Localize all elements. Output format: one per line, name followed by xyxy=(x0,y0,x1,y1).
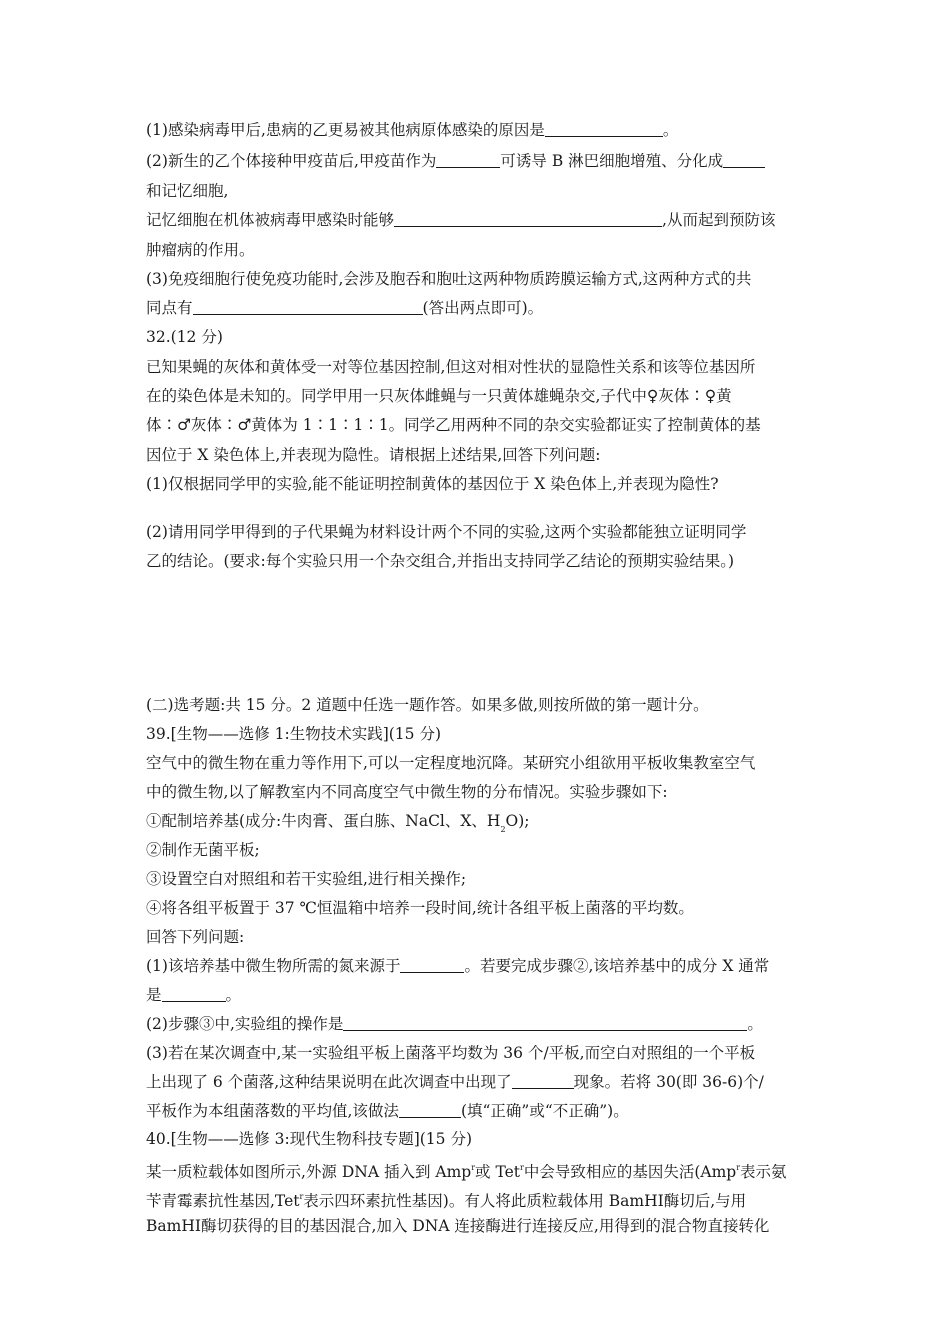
q31-part2-text2: 可诱导 B 淋巴细胞增殖、分化成 xyxy=(500,152,724,170)
q40-s2-t2: 表示四环素抗性基因)。有人将此质粒载体用 BamHⅠ酶切后,与用 xyxy=(303,1192,747,1210)
answer-blank[interactable] xyxy=(193,299,423,315)
subscript-2: 2 xyxy=(500,825,506,834)
q39-a1-text3: 是 xyxy=(146,986,162,1004)
q39-step2: ②制作无菌平板; xyxy=(146,841,260,859)
q39-a2-text2: 。 xyxy=(747,1015,763,1033)
q39-step1-end: O); xyxy=(505,812,530,830)
q39-step1 xyxy=(146,811,530,840)
q31-part1-end: 。 xyxy=(662,121,679,139)
q39-answer3-line2 xyxy=(146,1072,764,1092)
answer-blank[interactable] xyxy=(343,1015,747,1031)
q39-header: 39.[生物——选修 1:生物技术实践](15 分) xyxy=(146,725,442,743)
q31-part2-line2: 和记忆细胞, xyxy=(146,182,229,200)
answer-blank[interactable] xyxy=(394,211,662,227)
q39-a3-text2: 现象。若将 30(即 36-6)个/ xyxy=(573,1073,764,1091)
superscript-r: r xyxy=(299,1192,304,1201)
superscript-r: r xyxy=(471,1163,476,1172)
q31-part2-text3: 记忆细胞在机体被病毒甲感染时能够 xyxy=(146,211,395,229)
q39-answer3-line3 xyxy=(146,1101,629,1121)
q39-answer2 xyxy=(146,1014,763,1034)
q40-stem-line1 xyxy=(146,1158,787,1182)
q39-a1-text4: 。 xyxy=(225,986,242,1004)
superscript-r: r xyxy=(736,1163,741,1172)
answer-blank[interactable] xyxy=(545,121,663,137)
q40-s1-t3: 中会导致相应的基因失活(Amp xyxy=(523,1163,737,1181)
elective-intro: (二)选考题:共 15 分。2 道题中任选一题作答。如果多做,则按所做的第一题计分。 xyxy=(146,696,709,714)
q32-question1: (1)仅根据同学甲的实验,能不能证明控制黄体的基因位于 X 染色体上,并表现为隐性? xyxy=(146,475,719,493)
q39-a3-text1: 上出现了 6 个菌落,这种结果说明在此次调查中出现了 xyxy=(146,1073,512,1091)
q39-a1-text1: (1)该培养基中微生物所需的氮来源于 xyxy=(146,957,401,975)
q40-stem-line2 xyxy=(146,1187,746,1211)
q39-a3-text4: (填“正确”或“不正确”)。 xyxy=(460,1102,629,1120)
q39-step1-text: ①配制培养基(成分:牛肉膏、蛋白胨、NaCl、X、H xyxy=(146,812,501,830)
answer-blank[interactable] xyxy=(400,957,464,973)
q39-a1-text2: 。若要完成步骤②,该培养基中的成分 X 通常 xyxy=(464,957,770,975)
q31-part3-text2: (答出两点即可)。 xyxy=(422,299,544,317)
q39-stem-line1: 空气中的微生物在重力等作用下,可以一定程度地沉降。某研究小组欲用平板收集教室空气 xyxy=(146,754,756,772)
q32-stem-line3: 体∶♂灰体∶♂黄体为 1∶1∶1∶1。同学乙用两种不同的杂交实验都证实了控制黄体的基 xyxy=(146,416,761,434)
answer-blank[interactable] xyxy=(512,1073,574,1089)
q32-stem-line2: 在的染色体是未知的。同学甲用一只灰体雌蝇与一只黄体雄蝇杂交,子代中♀灰体∶♀黄 xyxy=(146,387,732,405)
q32-stem-line1: 已知果蝇的灰体和黄体受一对等位基因控制,但这对相对性状的显隐性关系和该等位基因所 xyxy=(146,358,756,376)
q40-header: 40.[生物——选修 3:现代生物科技专题](15 分) xyxy=(146,1130,473,1148)
q31-part3-line2 xyxy=(146,298,543,318)
q39-stem-line2: 中的微生物,以了解教室内不同高度空气中微生物的分布情况。实验步骤如下: xyxy=(146,783,668,801)
superscript-r: r xyxy=(520,1163,524,1172)
q32-header: 32.(12 分) xyxy=(146,328,223,346)
q39-a3-text3: 平板作为本组菌落数的平均值,该做法 xyxy=(146,1102,399,1120)
q40-s1-t4: 表示氨 xyxy=(740,1163,787,1181)
q40-s2-t1: 苄青霉素抗性基因,Tet xyxy=(146,1192,300,1210)
q31-part3-line1: (3)免疫细胞行使免疫功能时,会涉及胞吞和胞吐这两种物质跨膜运输方式,这两种方式的共 xyxy=(146,270,752,288)
q32-question2-line1: (2)请用同学甲得到的子代果蝇为材料设计两个不同的实验,这两个实验都能独立证明同学 xyxy=(146,523,747,541)
q32-question2-line2: 乙的结论。(要求:每个实验只用一个杂交组合,并指出支持同学乙结论的预期实验结果。) xyxy=(146,552,734,570)
q39-step4: ④将各组平板置于 37 ℃恒温箱中培养一段时间,统计各组平板上菌落的平均数。 xyxy=(146,899,694,917)
q40-s1-t1: 某一质粒载体如图所示,外源 DNA 插入到 Amp xyxy=(146,1163,472,1181)
q31-part1-text: (1)感染病毒甲后,患病的乙更易被其他病原体感染的原因是 xyxy=(146,121,545,139)
q39-a2-text1: (2)步骤③中,实验组的操作是 xyxy=(146,1015,344,1033)
q39-answer1-line2 xyxy=(146,985,241,1005)
q40-stem-line3: BamHⅠ酶切获得的目的基因混合,加入 DNA 连接酶进行连接反应,用得到的混合物直接转化 xyxy=(146,1217,770,1235)
q31-part1 xyxy=(146,120,678,140)
q32-stem-line4: 因位于 X 染色体上,并表现为隐性。请根据上述结果,回答下列问题: xyxy=(146,446,601,464)
q31-part2-line1 xyxy=(146,151,765,171)
answer-blank[interactable] xyxy=(436,152,500,168)
q39-step3: ③设置空白对照组和若干实验组,进行相关操作; xyxy=(146,870,467,888)
q31-part2-text4: ,从而起到预防该 xyxy=(662,211,776,229)
q31-part2-text1: (2)新生的乙个体接种甲疫苗后,甲疫苗作为 xyxy=(146,152,437,170)
q40-s1-t2: 或 Tet xyxy=(475,1163,521,1181)
answer-blank[interactable] xyxy=(399,1102,461,1118)
q31-part2-line3 xyxy=(146,210,775,230)
q39-answer3-line1: (3)若在某次调查中,某一实验组平板上菌落平均数为 36 个/平板,而空白对照组的一个平板 xyxy=(146,1044,756,1062)
q31-part2-line4: 肿瘤病的作用。 xyxy=(146,241,255,259)
q31-part3-text1: 同点有 xyxy=(146,299,193,317)
answer-blank[interactable] xyxy=(723,152,765,168)
answer-blank[interactable] xyxy=(162,986,226,1002)
q39-answer1-line1 xyxy=(146,956,769,976)
q39-prompt: 回答下列问题: xyxy=(146,928,245,946)
